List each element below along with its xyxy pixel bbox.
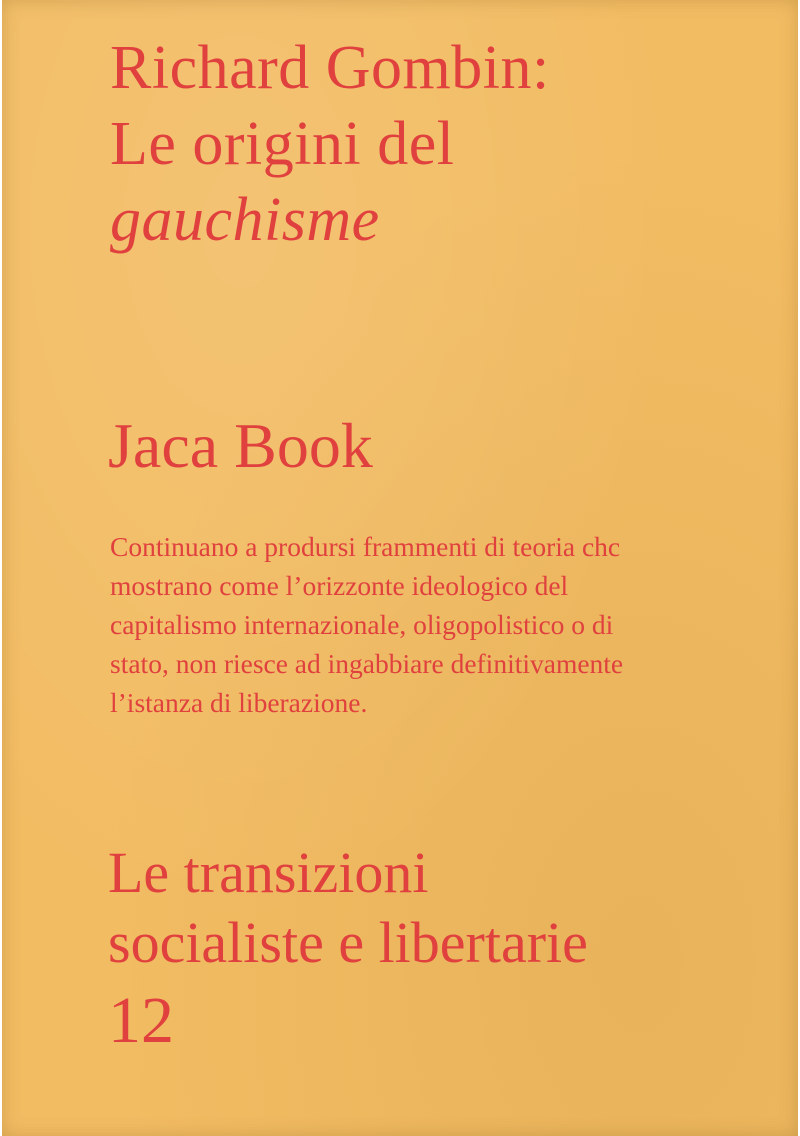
title-line: gauchisme	[110, 186, 380, 254]
series-title-line: socialiste e libertarie	[108, 910, 588, 975]
blurb-line: capitalismo internazionale, oligopolistico o di	[110, 609, 614, 640]
blurb-line: Continuano a prodursi frammenti di teoria chc	[110, 531, 621, 562]
book-cover	[2, 0, 798, 1136]
title-line: Le origini del	[110, 110, 455, 178]
publisher-name: Jaca Book	[108, 410, 373, 481]
series-title-line: Le transizioni	[108, 840, 429, 905]
series-block	[108, 838, 788, 1062]
blurb-line: stato, non riesce ad ingabbiare definitivamente	[110, 648, 624, 679]
blurb-line: l’istanza di liberazione.	[110, 687, 368, 718]
book-title	[110, 30, 770, 258]
cover-blurb	[110, 527, 770, 722]
blurb-line: mostrano come l’orizzonte ideologico del	[110, 570, 569, 601]
series-number: 12	[108, 984, 174, 1057]
title-line: Richard Gombin:	[110, 34, 550, 102]
